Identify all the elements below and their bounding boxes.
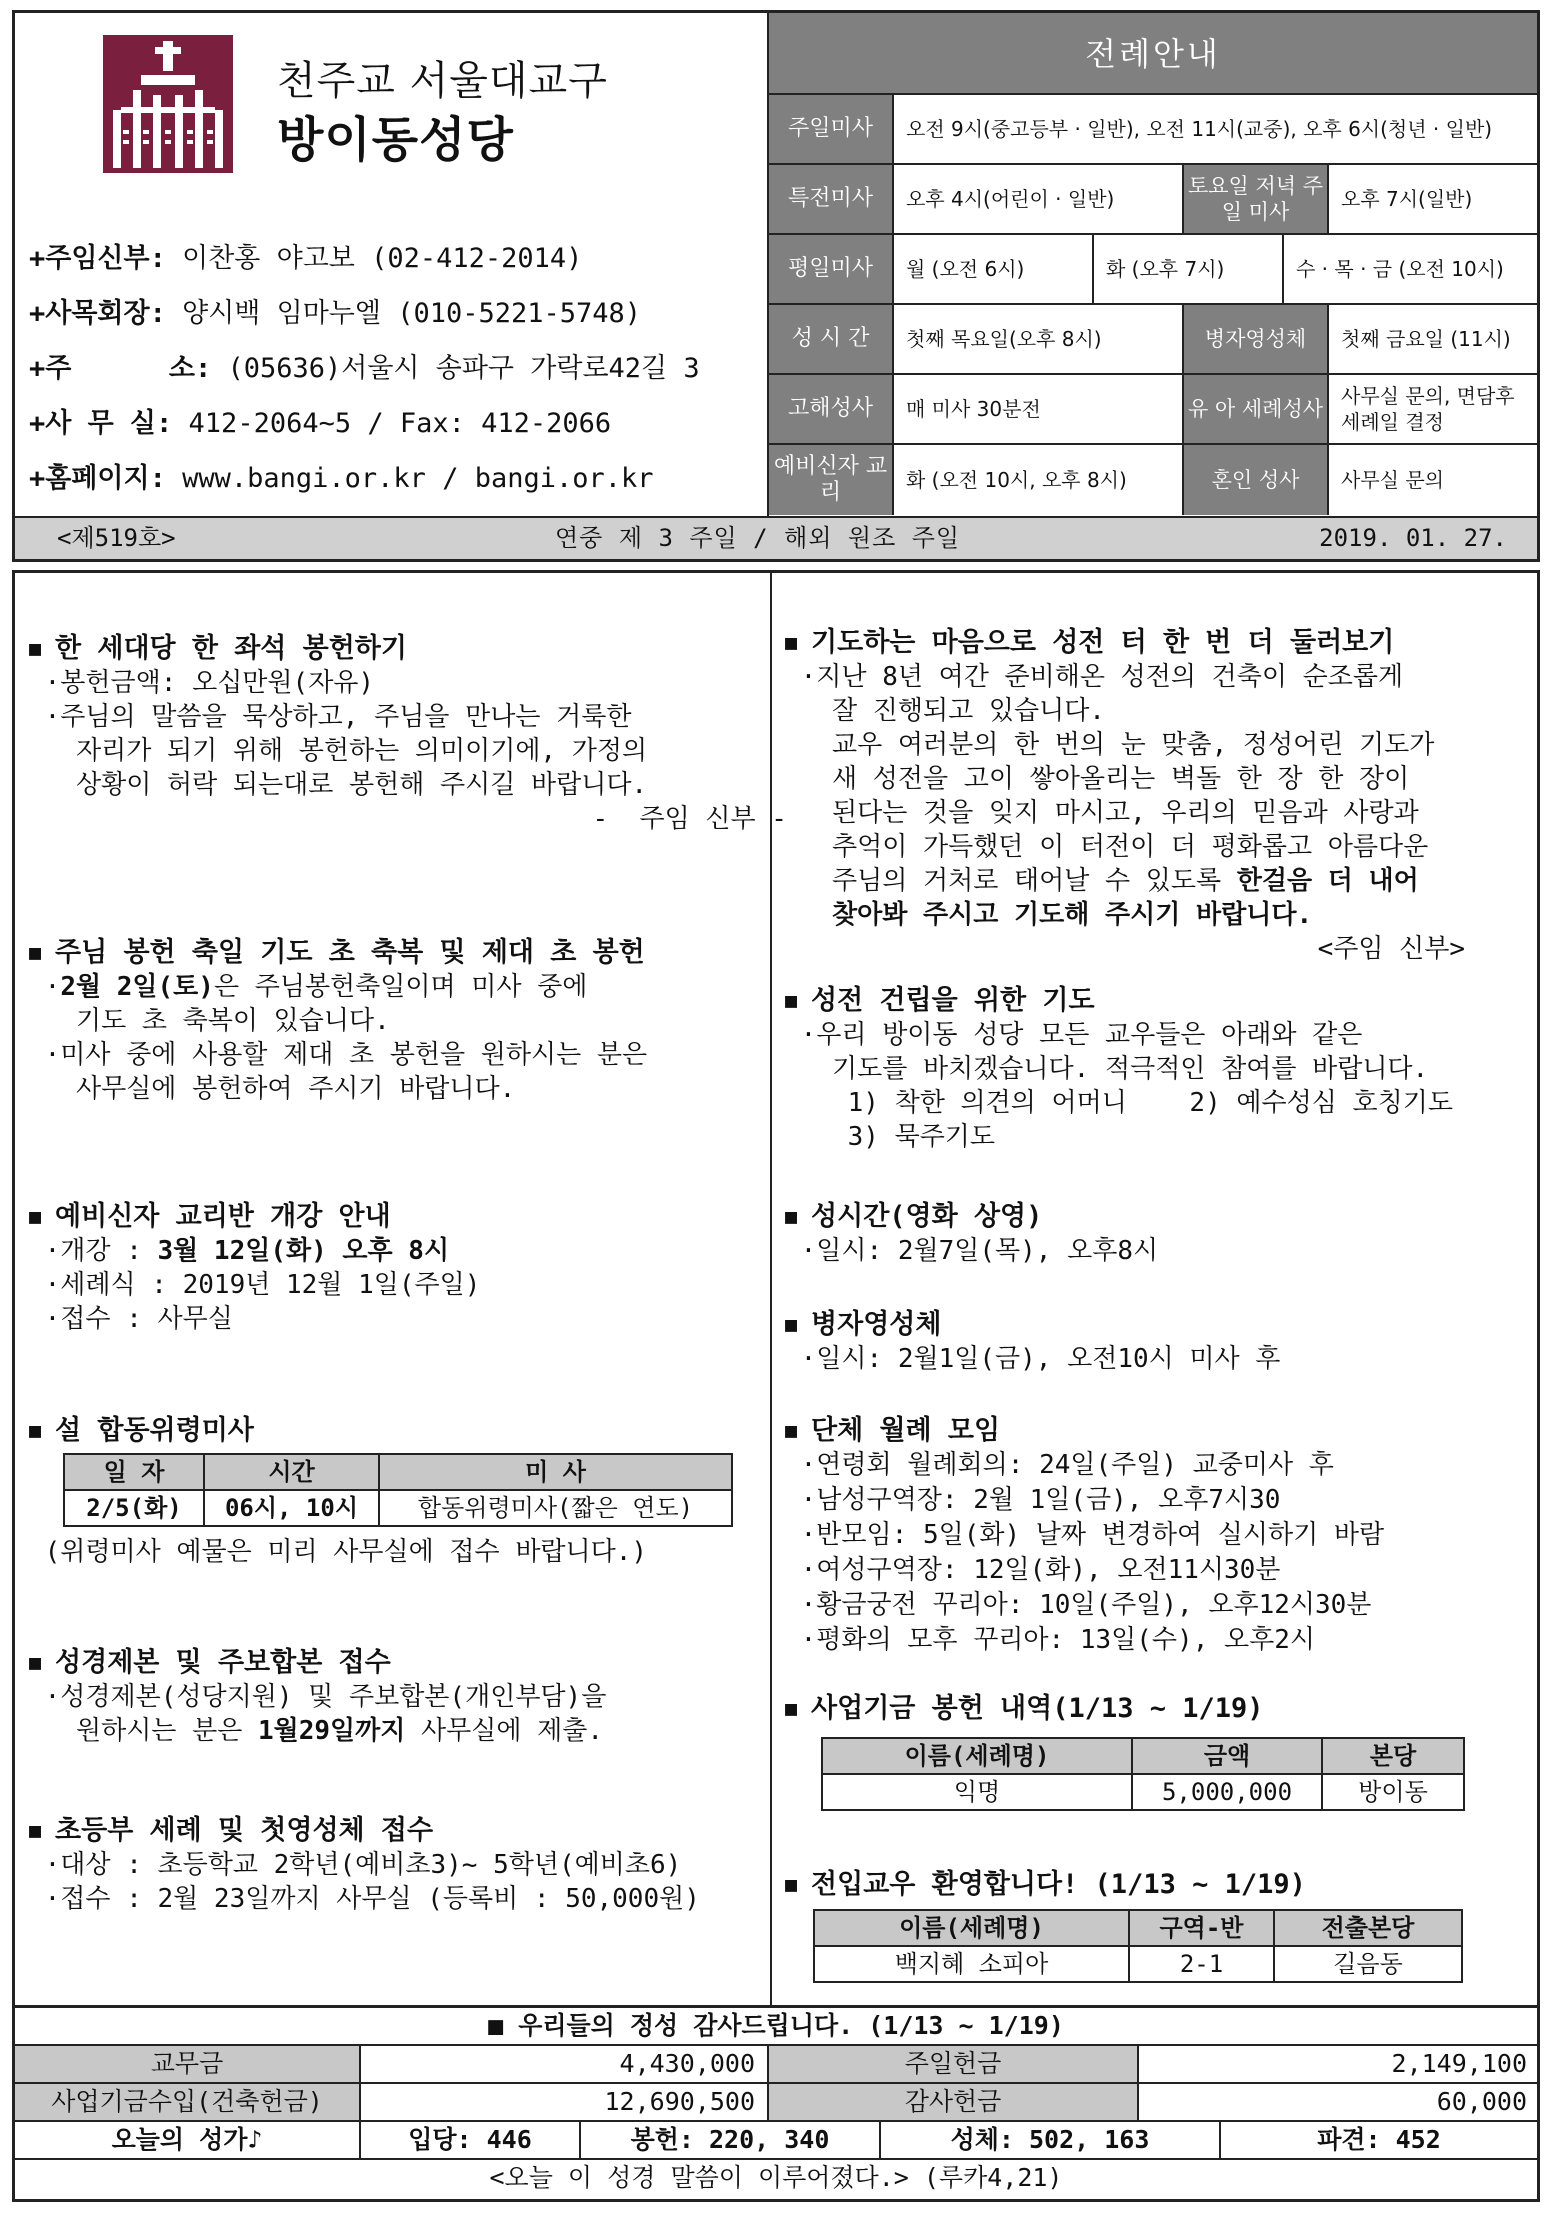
bullet-square-icon: ■: [785, 1696, 798, 1720]
weekday-wed-fri: 수 · 목 · 금 (오전 10시): [1296, 257, 1504, 281]
sick-communion-time: 첫째 금요일 (11시): [1341, 327, 1511, 351]
hymn-entrance: 입당: 446: [361, 2122, 581, 2158]
table-header: 구역-반: [1129, 1910, 1274, 1946]
issue-date: 2019. 01. 27.: [1319, 524, 1507, 552]
table-header-row: [822, 1738, 1464, 1774]
offering-value: 12,690,500: [361, 2084, 769, 2120]
info-value: (05636)서울시 송파구 가락로42길 3: [227, 353, 700, 384]
section-body-cont: 기도 초 축복이 있습니다. ·미사 중에 사용할 제대 초 봉헌을 원하시는 분은 사무실에 봉헌하여 주시기 바랍니다.: [44, 1006, 648, 1104]
homepage-link[interactable]: www.bangi.or.kr / bangi.or.kr: [182, 463, 654, 494]
contact-info: [29, 231, 700, 506]
hymn-offertory: 봉헌: 220, 340: [581, 2122, 881, 2158]
confession-time: 매 미사 30분전: [894, 375, 1184, 443]
hymns-row: [15, 2122, 1537, 2160]
catechism-row: [769, 445, 1537, 515]
info-row-priest: [29, 231, 700, 286]
bulletin-header: [12, 10, 1540, 562]
hymns-label: 오늘의 성가♪: [15, 2122, 361, 2158]
info-row-president: [29, 286, 700, 341]
info-label: +사목회장:: [29, 298, 166, 329]
saturday-mass-label: 토요일 저녁 주일 미사: [1184, 165, 1329, 233]
table-header: 금액: [1132, 1738, 1322, 1774]
offering-label: 교무금: [15, 2046, 361, 2082]
table-cell: 5,000,000: [1132, 1774, 1322, 1810]
special-mass-label: 특전미사: [769, 165, 894, 233]
parish-logo: [103, 35, 233, 173]
table-header: 일 자: [64, 1454, 204, 1490]
table-cell: 2/5(화): [64, 1490, 204, 1526]
section-title: ■ 한 세대당 한 좌석 봉헌하기: [29, 633, 407, 664]
info-label: +홈페이지:: [29, 463, 166, 494]
bullet-square-icon: ■: [29, 1818, 42, 1842]
info-row-office: [29, 396, 700, 451]
table-header: 전출본당: [1274, 1910, 1462, 1946]
notice-site-visit: [785, 625, 1465, 966]
marriage-info: 사무실 문의: [1341, 468, 1444, 492]
notice-monthly-meetings: [785, 1413, 1384, 1658]
offering-value: 2,149,100: [1391, 2049, 1527, 2078]
bulletin-body: [12, 570, 1540, 2202]
catechism-time: 화 (오전 10시, 오후 8시): [894, 445, 1184, 515]
section-title: ■ 예비신자 교리반 개강 안내: [29, 1201, 391, 1232]
offering-row-1: [15, 2046, 1537, 2084]
table-row: [64, 1490, 732, 1526]
table-cell: 합동위령미사(짧은 연도): [379, 1490, 732, 1526]
sunday-mass-row: [769, 95, 1537, 165]
hymn-communion: 성체: 502, 163: [881, 2122, 1221, 2158]
offering-label: 사업기금수입(건축헌금): [15, 2084, 361, 2120]
bullet-square-icon: ■: [29, 1650, 42, 1674]
section-body: ·성경제본(성당지원) 및 주보합본(개인부담)을: [29, 1682, 607, 1712]
section-title: ■ 단체 월례 모임: [785, 1415, 1001, 1446]
table-header: 시간: [204, 1454, 379, 1490]
notice-catechism: [29, 1199, 480, 1336]
bullet-square-icon: ■: [785, 630, 798, 654]
new-parishioners-table: [813, 1909, 1463, 1983]
section-body: ·지난 8년 여간 준비해온 성전의 건축이 순조롭게 잘 진행되고 있습니다. 교우 여러분의 한 번의 눈 맞춤, 정성어린 기도가 새 성전을 고이 쌓아올리는 벽돌 한 장 한 장이 된다는 것을 잊지 마시고, 우리의 믿음과 사랑과 추억이 가득했던 이 터전이 더 평화롭고 아름다운 주님의 거처로 태어날 수 있도록: [800, 662, 1435, 896]
notice-sick-communion: [785, 1307, 1280, 1376]
section-body: ·일시: 2월1일(금), 오전10시 미사 후: [785, 1344, 1281, 1374]
section-body: ·연령회 월례회의: 24일(주일) 교중미사 후 ·남성구역장: 2월 1일(금), 오후7시30 ·반모임: 5일(화) 날짜 변경하여 실시하기 바람 ·여성구역장: 12일(화), 오전11시30분 ·황금궁전 꾸리아: 10일(주일), 오후12시30분 ·평화의 모후 꾸리아: 13일(수), 오후2시: [800, 1450, 1385, 1655]
issue-bar: [15, 516, 1537, 559]
section-title: ■ 성경제본 및 주보합본 접수: [29, 1647, 391, 1678]
parish-name: 방이동성당: [277, 112, 514, 168]
info-value: 양시백 임마누엘 (010-5221-5748): [182, 298, 642, 329]
highlight-text-cont: 찾아봐 주시고 기도해 주시기 바랍니다.: [831, 900, 1313, 930]
bullet-square-icon: ■: [785, 988, 798, 1012]
infant-baptism-info: 사무실 문의, 면담후 세례일 결정: [1341, 384, 1515, 434]
holy-hour-time: 첫째 목요일(오후 8시): [894, 305, 1184, 373]
diocese-name: 천주교 서울대교구: [277, 58, 608, 104]
table-cell: 2-1: [1129, 1946, 1274, 1982]
highlight-text: 한걸음 더 내어: [1236, 866, 1419, 896]
liturgy-guide-title: 전례안내: [769, 13, 1537, 95]
section-title: ■ 기도하는 마음으로 성전 터 한 번 더 둘러보기: [785, 627, 1395, 658]
section-body: ·우리 방이동 성당 모든 교우들은 아래와 같은 기도를 바치겠습니다. 적극적인 참여를 바랍니다. 1) 착한 의견의 어머니 2) 예수성심 호칭기도 3) 묵주기도: [800, 1020, 1453, 1152]
holy-hour-row: [769, 305, 1537, 375]
table-header: 이름(세례명): [814, 1910, 1129, 1946]
marriage-label: 혼인 성사: [1184, 445, 1329, 515]
hymn-recessional: 파견: 452: [1317, 2125, 1441, 2154]
bullet-square-icon: ■: [29, 1204, 42, 1228]
table-row: [814, 1946, 1462, 1982]
special-mass-times: 오후 4시(어린이 · 일반): [894, 165, 1184, 233]
weekday-mass-row: [769, 235, 1537, 305]
notice-building-fund: [785, 1691, 1515, 1806]
table-cell: 길음동: [1274, 1946, 1462, 1982]
sunday-mass-times: 오전 9시(중고등부 · 일반), 오전 11시(교중), 오후 6시(청년 · 일반): [906, 117, 1493, 141]
weekday-mon: 월 (오전 6시): [894, 235, 1094, 303]
section-body: ·2월 2일(토)은 주님봉헌축일이며 미사 중에: [29, 972, 588, 1002]
issue-title: 연중 제 3 주일 / 해외 원조 주일: [555, 524, 961, 552]
sunday-mass-label: 주일미사: [769, 95, 894, 163]
notice-memorial-mass: [29, 1413, 749, 1567]
notice-new-parishioners: [785, 1867, 1515, 1978]
scripture-verse: <오늘 이 성경 말씀이 이루어졌다.> (루카4,21): [489, 2163, 1063, 2192]
notice-building-prayer: [785, 983, 1453, 1154]
info-value: 412-2064~5 / Fax: 412-2066: [188, 408, 612, 439]
notice-seat-offering: [29, 631, 787, 836]
section-body: ·대상 : 초등학교 2학년(예비초3)~ 5학년(예비초6) ·접수 : 2월 23일까지 사무실 (등록비 : 50,000원): [44, 1850, 700, 1914]
section-title: ■ 전입교우 환영합니다! (1/13 ~ 1/19): [785, 1869, 1306, 1900]
notice-binding: [29, 1645, 606, 1748]
bullet-square-icon: ■: [29, 940, 42, 964]
offering-title: ■ 우리들의 정성 감사드립니다. (1/13 ~ 1/19): [15, 2008, 1537, 2046]
section-body-cont: 원하시는 분은 1월29일까지 사무실에 제출.: [29, 1716, 604, 1746]
sick-communion-label: 병자영성체: [1184, 305, 1329, 373]
table-header: 본당: [1322, 1738, 1464, 1774]
liturgy-guide: [767, 13, 1537, 516]
section-signature: <주임 신부>: [1317, 934, 1465, 964]
building-fund-table: [821, 1737, 1465, 1811]
bullet-square-icon: ■: [29, 1418, 42, 1442]
saturday-mass-times: 오후 7시(일반): [1341, 187, 1473, 211]
offering-label: 감사헌금: [769, 2084, 1139, 2120]
table-cell: 방이동: [1322, 1774, 1464, 1810]
table-header-row: [814, 1910, 1462, 1946]
section-title: ■ 주님 봉헌 축일 기도 초 축복 및 제대 초 봉헌: [29, 937, 645, 968]
notice-candle-blessing: [29, 935, 647, 1106]
info-value: 이찬홍 야고보 (02-412-2014): [182, 243, 583, 274]
highlight-date: 3월 12일(화) 오후 8시: [157, 1236, 450, 1266]
section-body-cont: ·세례식 : 2019년 12월 1일(주일) ·접수 : 사무실: [44, 1270, 481, 1334]
table-header: 미 사: [379, 1454, 732, 1490]
offering-summary: [15, 2005, 1537, 2199]
bullet-square-icon: ■: [785, 1872, 798, 1896]
section-title: ■ 성전 건립을 위한 기도: [785, 985, 1095, 1016]
info-row-homepage: [29, 451, 700, 506]
parish-info-panel: [15, 13, 767, 516]
info-label: +주 소:: [29, 353, 212, 384]
infant-baptism-label: 유 아 세례성사: [1184, 375, 1329, 443]
section-title: ■ 사업기금 봉헌 내역(1/13 ~ 1/19): [785, 1693, 1264, 1724]
bullet-square-icon: ■: [785, 1312, 798, 1336]
bullet-square-icon: ■: [29, 636, 42, 660]
holy-hour-label: 성 시 간: [769, 305, 894, 373]
table-cell: 익명: [822, 1774, 1132, 1810]
weekday-tue: 화 (오후 7시): [1094, 235, 1284, 303]
confession-label: 고해성사: [769, 375, 894, 443]
notice-holy-hour: [785, 1199, 1158, 1268]
offering-value: 4,430,000: [361, 2046, 769, 2082]
section-title: ■ 병자영성체: [785, 1309, 942, 1340]
issue-number: <제519호>: [57, 524, 176, 552]
table-header: 이름(세례명): [822, 1738, 1132, 1774]
offering-row-2: [15, 2084, 1537, 2122]
bullet-square-icon: ■: [785, 1418, 798, 1442]
info-label: +주임신부:: [29, 243, 166, 274]
section-title: ■ 초등부 세례 및 첫영성체 접수: [29, 1815, 434, 1846]
offering-value: 60,000: [1436, 2087, 1527, 2116]
highlight-date: 1월29일까지: [257, 1716, 406, 1746]
confession-row: [769, 375, 1537, 445]
table-header-row: [64, 1454, 732, 1490]
highlight-date: 2월 2일(토): [60, 972, 214, 1002]
table-cell: 백지혜 소피아: [814, 1946, 1129, 1982]
table-row: [822, 1774, 1464, 1810]
table-cell: 06시, 10시: [204, 1490, 379, 1526]
catechism-label: 예비신자 교 리: [769, 445, 894, 515]
info-label: +사 무 실:: [29, 408, 173, 439]
special-mass-row: [769, 165, 1537, 235]
section-body: ·일시: 2월7일(목), 오후8시: [785, 1236, 1159, 1266]
section-title: ■ 설 합동위령미사: [29, 1415, 254, 1446]
notice-first-communion: [29, 1813, 700, 1916]
section-body: ·봉헌금액: 오십만원(자유) ·주님의 말씀을 묵상하고, 주님을 만나는 거룩한 자리가 되기 위해 봉헌하는 의미이기에, 가정의 상황이 허락 되는대로 봉헌해 주시길 바랍니다. - 주임 신부 -: [44, 668, 787, 834]
weekday-mass-label: 평일미사: [769, 235, 894, 303]
memorial-mass-note: (위령미사 예물은 미리 사무실에 접수 바랍니다.): [29, 1537, 648, 1567]
offering-label: 주일헌금: [769, 2046, 1139, 2082]
memorial-mass-table: [63, 1453, 733, 1527]
section-title: ■ 성시간(영화 상영): [785, 1201, 1043, 1232]
section-body: ·개강 : 3월 12일(화) 오후 8시: [29, 1236, 450, 1266]
info-row-address: [29, 341, 700, 396]
bullet-square-icon: ■: [785, 1204, 798, 1228]
